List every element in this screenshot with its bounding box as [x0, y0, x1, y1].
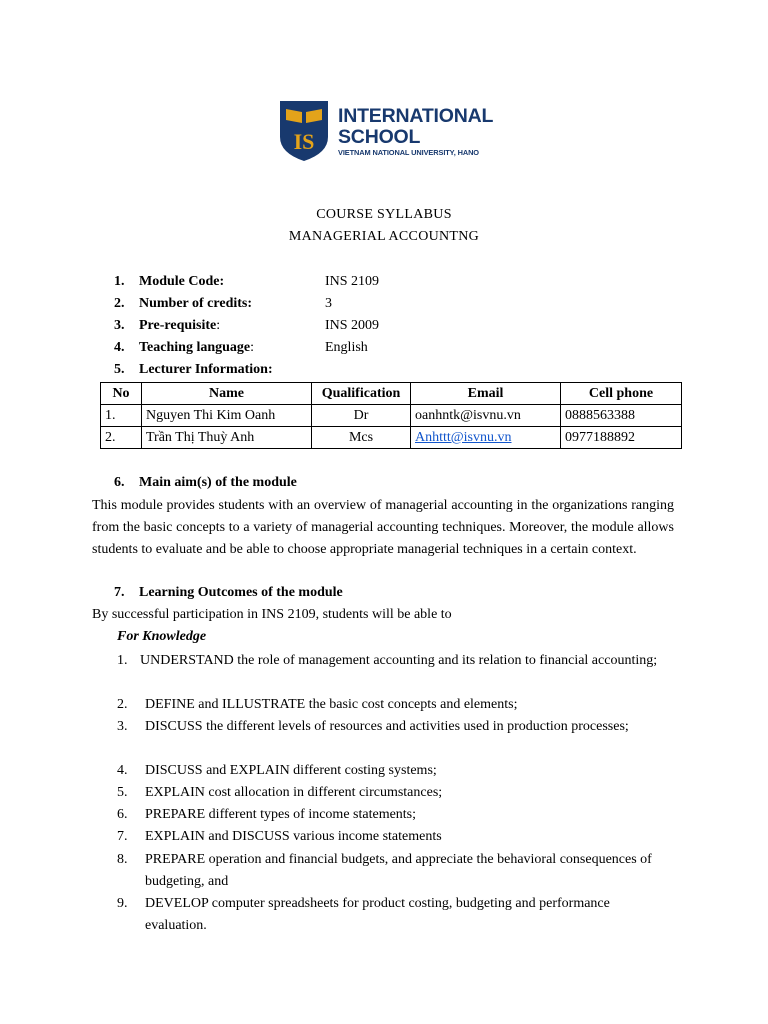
list-item-text: PREPARE operation and financial budgets, and appreciate the behavioral consequences of budgeting, and: [145, 852, 652, 889]
school-logo: [278, 99, 534, 163]
info-label: Module Code:: [139, 274, 225, 289]
info-number: 5.: [114, 362, 125, 377]
list-item-text: PREPARE different types of income statements;: [145, 807, 417, 822]
list-item-text: DISCUSS and EXPLAIN different costing systems;: [145, 763, 437, 778]
list-item-text: EXPLAIN and DISCUSS various income statements: [145, 829, 442, 844]
module-aim-paragraph: This module provides students with an overview of managerial accounting in the organizations ranging from the basic concepts to a variety of managerial accounting techniques. Moreover, the module allows students to evaluate and be able to choose appropriate managerial techniques in a certain context.: [92, 498, 674, 557]
cell-qualification: Dr: [312, 405, 411, 427]
logo-line-1: INTERNATIONAL: [338, 105, 494, 127]
list-item-text: EXPLAIN cost allocation in different circumstances;: [145, 785, 443, 800]
info-value: English: [325, 340, 368, 355]
table-row: [101, 405, 682, 427]
info-number: 4.: [114, 340, 125, 355]
list-item-number: 1.: [117, 653, 128, 668]
school-emblem-icon: [278, 99, 330, 163]
section-title: Learning Outcomes of the module: [139, 585, 343, 600]
list-item-number: 4.: [117, 763, 128, 778]
info-value: INS 2109: [325, 274, 380, 289]
cell-phone: 0977188892: [561, 427, 682, 449]
logo-wordmark: [338, 105, 493, 158]
list-item-text: UNDERSTAND the role of management accounting and its relation to financial accounting;: [140, 653, 658, 668]
section-title: Main aim(s) of the module: [139, 475, 297, 490]
cell-email: [411, 427, 561, 449]
list-item-number: 2.: [117, 697, 128, 712]
info-label: Number of credits:: [139, 296, 253, 311]
info-value: INS 2009: [325, 318, 380, 333]
cell-no: 2.: [101, 427, 142, 449]
info-label: Teaching language: [139, 340, 251, 355]
list-item-number: 9.: [117, 896, 128, 911]
column-header-no: No: [101, 383, 142, 405]
info-label: Pre-requisite: [139, 318, 217, 333]
table-header-row: [101, 383, 682, 405]
learning-outcomes-intro: By successful participation in INS 2109, students will be able to: [92, 607, 452, 622]
list-item-number: 5.: [117, 785, 128, 800]
section-number: 7.: [114, 585, 125, 600]
logo-line-3: VIETNAM NATIONAL UNIVERSITY, HANO: [338, 148, 479, 157]
info-number: 2.: [114, 296, 125, 311]
list-item-number: 7.: [117, 829, 128, 844]
info-label-suffix: :: [216, 318, 221, 333]
document-title: COURSE SYLLABUS: [316, 207, 452, 222]
table-row: [101, 427, 682, 449]
knowledge-subheading: For Knowledge: [117, 629, 207, 644]
lecturer-table: [100, 382, 682, 449]
course-title: MANAGERIAL ACCOUNTNG: [288, 229, 480, 244]
list-item-number: 6.: [117, 807, 128, 822]
cell-phone: 0888563388: [561, 405, 682, 427]
column-header-name: Name: [142, 383, 312, 405]
svg-text:IS: IS: [293, 129, 315, 154]
list-item-text: DEFINE and ILLUSTRATE the basic cost concepts and elements;: [145, 697, 518, 712]
cell-qualification: Mcs: [312, 427, 411, 449]
column-header-email: Email: [411, 383, 561, 405]
cell-email: oanhntk@isvnu.vn: [411, 405, 561, 427]
logo-line-2: SCHOOL: [338, 126, 421, 148]
info-label-suffix: :: [250, 340, 255, 355]
list-item-text: DEVELOP computer spreadsheets for product costing, budgeting and performance evaluation.: [145, 896, 610, 933]
list-item-number: 3.: [117, 719, 128, 734]
column-header-qualification: Qualification: [312, 383, 411, 405]
email-link[interactable]: Anhttt@isvnu.vn: [415, 429, 512, 445]
info-number: 1.: [114, 274, 125, 289]
list-item-text: DISCUSS the different levels of resources and activities used in production processes;: [145, 719, 629, 734]
list-item-number: 8.: [117, 852, 128, 867]
cell-name: Nguyen Thi Kim Oanh: [142, 405, 312, 427]
info-label: Lecturer Information:: [139, 362, 273, 377]
cell-name: Trần Thị Thuỳ Anh: [142, 427, 312, 449]
section-number: 6.: [114, 475, 125, 490]
info-value: 3: [325, 296, 332, 311]
cell-no: 1.: [101, 405, 142, 427]
info-number: 3.: [114, 318, 125, 333]
column-header-cell-phone: Cell phone: [561, 383, 682, 405]
